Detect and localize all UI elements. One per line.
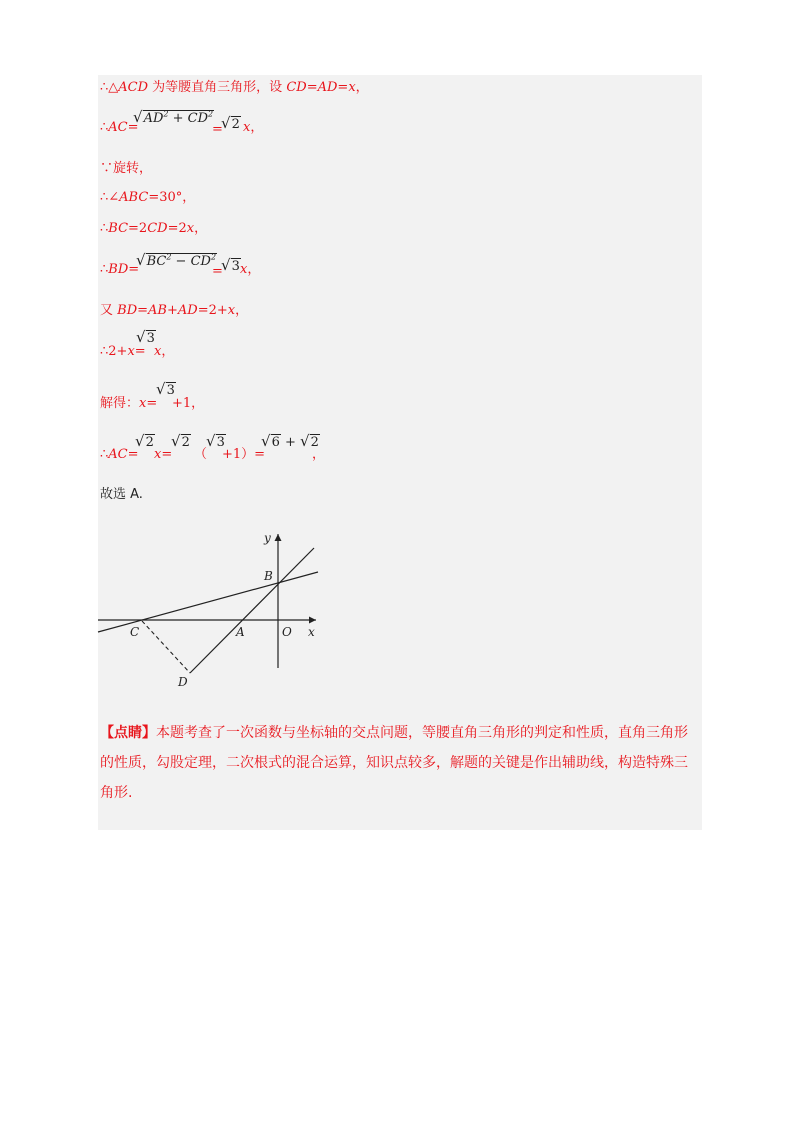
solution-panel [98, 75, 702, 830]
solution-line-1: ∴△ACD 为等腰直角三角形，设 CD=AD=x， [100, 80, 369, 95]
label-y: y [264, 531, 271, 545]
radical-3-c: √3 [156, 380, 175, 398]
solution-line-10-d: +1）= [222, 447, 266, 462]
segment-cd-dashed [142, 621, 190, 673]
solution-line-7: 又 BD=AB+AD=2+x， [100, 303, 249, 318]
radical-ad-cd: $√AD^2 + CD^2$ [133, 108, 214, 126]
label-b: B [264, 569, 273, 583]
solution-line-2-tail: = [212, 122, 223, 137]
solution-line-8-end: x， [154, 344, 175, 359]
radical-2-c: √2 [171, 432, 190, 450]
solution-line-2-end: x， [243, 120, 264, 135]
solution-line-9: 解得：x= [100, 396, 158, 411]
key-point-note [100, 718, 698, 808]
solution-line-10-c: （ [194, 447, 208, 462]
label-c: C [130, 625, 140, 639]
solution-line-6-tail: = [212, 264, 223, 279]
key-point-text: 本题考查了一次函数与坐标轴的交点问题，等腰直角三角形的判定和性质，直角三角形的性质，勾股定理，二次根式的混合运算，知识点较多，解题的关键是作出辅助线，构造特殊三角形. [100, 725, 688, 801]
label-d: D [178, 675, 188, 689]
solution-line-2: ∴AC= [100, 120, 139, 135]
solution-line-6: ∴BD= [100, 262, 140, 277]
geometry-figure [94, 528, 334, 693]
solution-line-10-end: ， [312, 447, 326, 462]
radical-6-plus-2: √6 + √2 [261, 432, 319, 450]
solution-line-10: ∴AC= [100, 447, 139, 462]
radical-3-d: √3 [206, 432, 225, 450]
radical-3-b: √3 [136, 328, 155, 346]
radical-3-a: √3 [221, 256, 240, 274]
solution-line-10-b: x= [154, 447, 173, 462]
label-o: O [282, 625, 292, 639]
answer-line: 故选 A. [100, 487, 143, 502]
label-x: x [308, 625, 315, 639]
solution-line-8: ∴2+x= [100, 344, 146, 359]
solution-line-6-end: x， [240, 262, 261, 277]
label-a: A [236, 625, 245, 639]
solution-line-3: ∵旋转， [100, 161, 153, 176]
line-dab [190, 548, 314, 673]
line-cb [98, 572, 318, 632]
radical-2-b: √2 [135, 432, 154, 450]
key-point-tag: 【点睛】 [100, 725, 156, 741]
solution-line-5: ∴BC=2CD=2x， [100, 221, 208, 236]
radical-bc-cd: $√BC^2 - CD^2$ [136, 251, 217, 269]
solution-line-9-end: +1， [172, 396, 205, 411]
radical-2-a: √2 [221, 114, 240, 132]
solution-line-4: ∴∠ABC=30°， [100, 190, 196, 205]
